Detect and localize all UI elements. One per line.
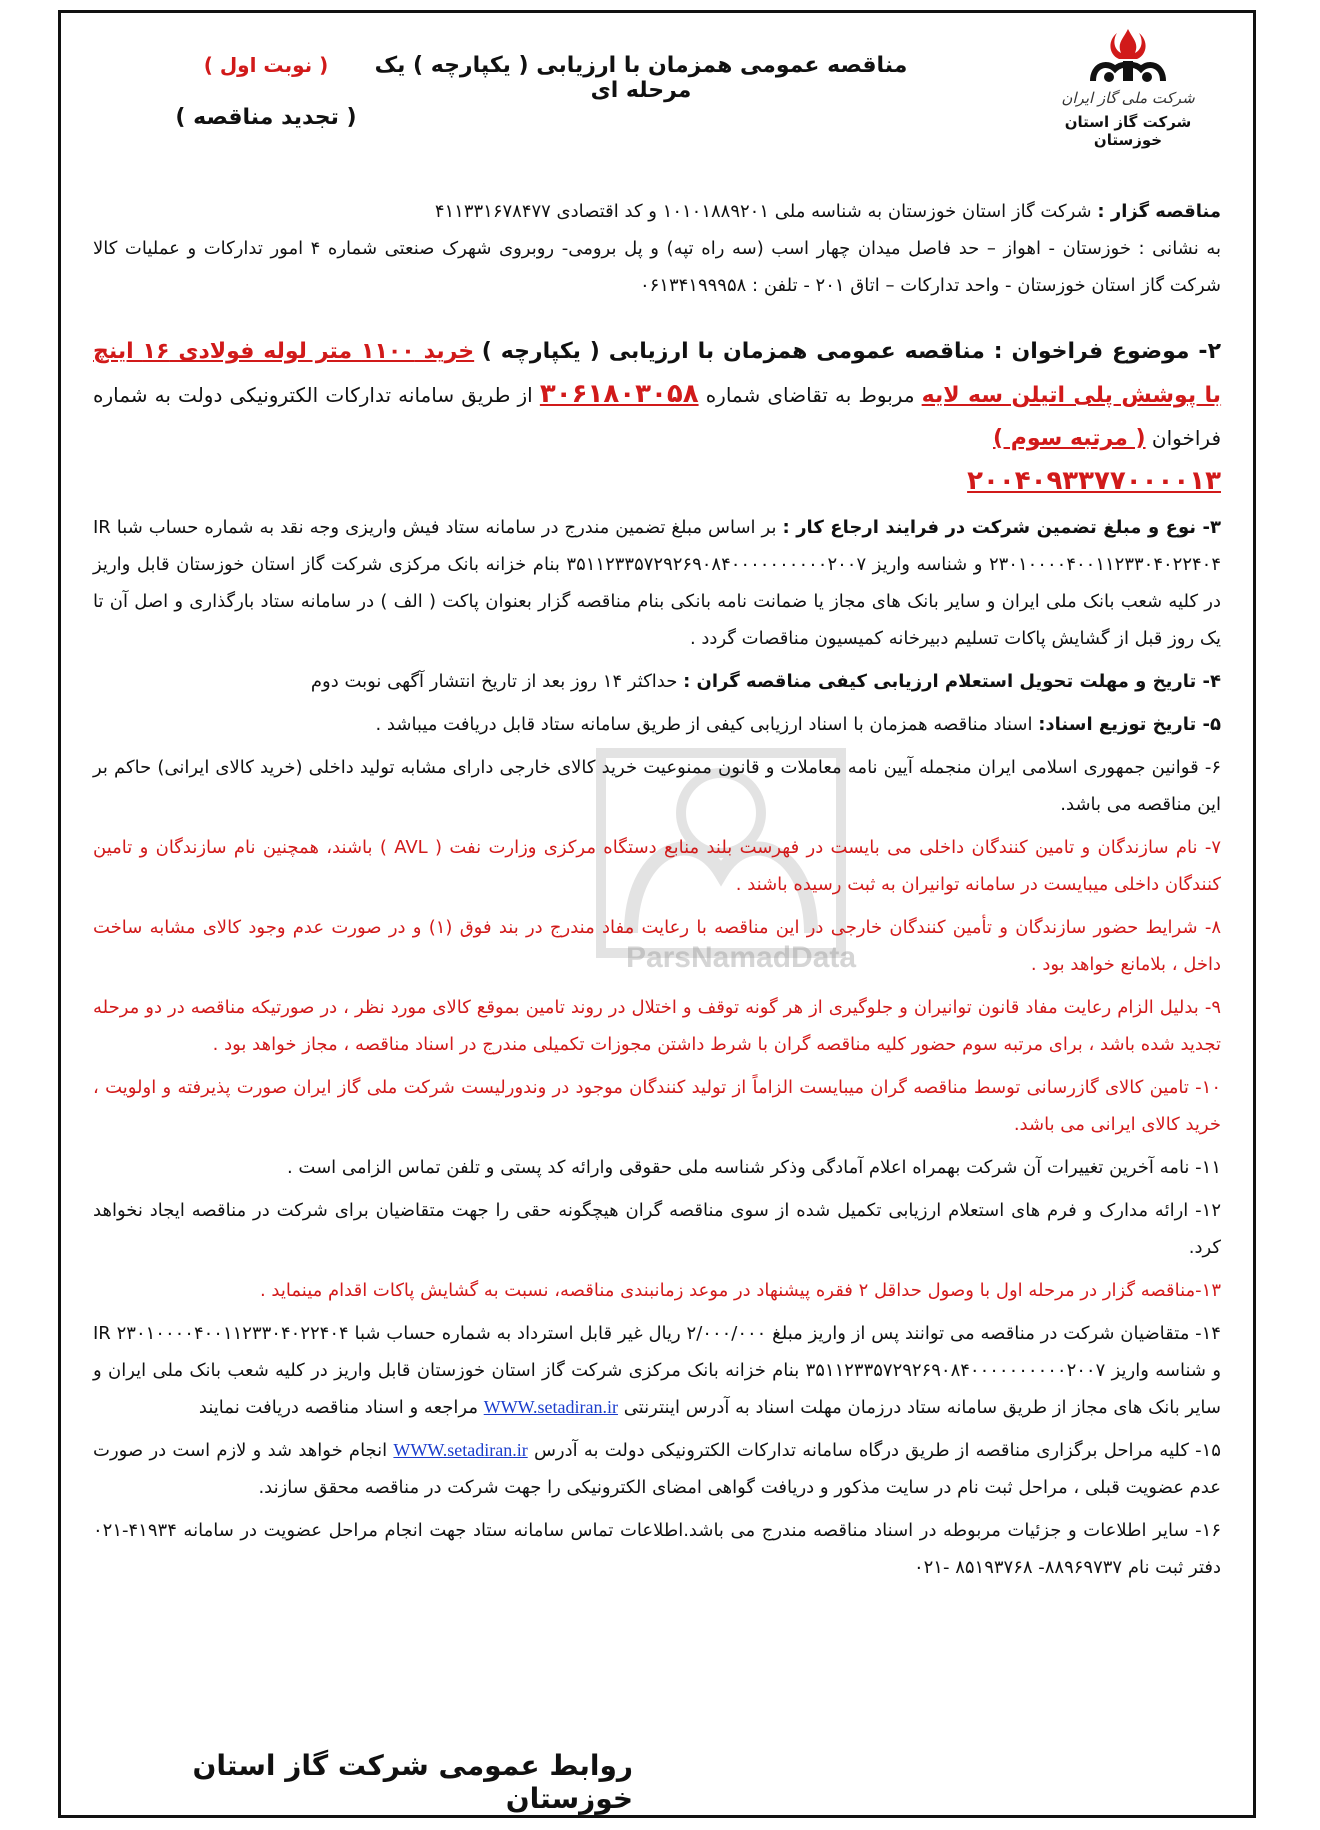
section-1-label: مناقصه گزار :: [1097, 201, 1221, 222]
section-12: ۱۲- ارائه مدارک و فرم های استعلام ارزیابی تکمیل شده از سوی مناقصه گران هیچگونه حقی را جهت متقاضیان برای شرکت در مناقصه ایجاد نخواهد کرد.: [93, 1200, 1221, 1258]
section-4-text: حداکثر ۱۴ روز بعد از تاریخ انتشار آگهی نوبت دوم: [310, 671, 678, 692]
section-7: ۷- نام سازندگان و تامین کنندگان داخلی می بایست در فهرست بلند منابع دستگاه مرکزی وزارت نفت ( AVL ) باشند، همچنین نام سازندگان و تامین کنندگان داخلی میبایست در سامانه توانیران به ثبت رسیده باشند .: [93, 837, 1221, 895]
setadiran-link-2[interactable]: WWW.setadiran.ir: [393, 1440, 528, 1460]
section-5-label: ۵- تاریخ توزیع اسناد:: [1038, 714, 1221, 735]
company-name: شرکت گاز استان خوزستان: [1064, 113, 1192, 149]
section-16: ۱۶- سایر اطلاعات و جزئیات مربوطه در اسناد مناقصه مندرج می باشد.اطلاعات تماس سامانه ستاد جهت انجام مراحل عضویت در سامانه ۴۱۹۳۴-۰۲۱ دفتر ثبت نام ۸۸۹۶۹۷۳۷- ۸۵۱۹۳۷۶۸ -۰۲۱: [93, 1520, 1221, 1578]
document-body: [93, 193, 1221, 1592]
section-15: [93, 1432, 1221, 1506]
section-3-label: ۳- نوع و مبلغ تضمین شرکت در فرایند ارجاع کار :: [782, 517, 1221, 538]
section-14-text: ۱۴- متقاضیان شرکت در مناقصه می توانند پس از واریز مبلغ ۲/۰۰۰/۰۰۰ ریال غیر قابل استرداد به شماره حساب شبا IR ۲۳۰۱۰۰۰۰۴۰۰۱۱۲۳۳۰۴۰۲۲۴۰۴ و شناسه واریز ۳۵۱۱۲۳۳۵۷۲۹۲۶۹۰۸۴۰۰۰۰۰۰۰۰۰۰۲۰۰۷ بنام خزانه بانک مرکزی شرکت گاز استان خوزستان قابل واریز در کلیه شعب بانک ملی ایران و سایر بانک های مجاز از طریق سامانه ستاد درزمان مهلت اسناد به آدرس اینترنتی: [93, 1323, 1222, 1418]
header: [61, 13, 1253, 173]
section-15-text-a: ۱۵- کلیه مراحل برگزاری مناقصه از طریق درگاه سامانه تدارکات الکترونیکی دولت به آدرس: [533, 1440, 1221, 1461]
request-number: ۳۰۶۱۸۰۳۰۵۸: [539, 379, 699, 409]
renewal-label: ( تجدید مناقصه ): [175, 105, 357, 130]
section-5: [93, 706, 1221, 743]
gas-flame-logo-icon: [1073, 25, 1183, 87]
section-3: [93, 509, 1221, 657]
section-6: ۶- قوانین جمهوری اسلامی ایران منجمله آیین نامه معاملات و قانون ممنوعیت خرید کالای خارجی دارای مشابه تولید داخلی (خرید کالای ایرانی) حاکم بر این مناقصه می باشد.: [93, 757, 1221, 815]
section-10: ۱۰- تامین کالای گازرسانی توسط مناقصه گران میبایست الزاماً از تولید کنندگان موجود در وندورلیست شرکت ملی گاز ایران صورت پذیرفته و اولویت ، خرید کالای ایرانی می باشد.: [93, 1077, 1221, 1135]
section-4: [93, 663, 1221, 700]
section-8: ۸- شرایط حضور سازندگان و تأمین کنندگان خارجی در این مناقصه با رعایت مفاد مندرج در بند فوق (۱) و در صورت عدم وجود کالای مشابه ساخت داخل ، بلامانع خواهد بود .: [93, 917, 1221, 975]
section-1-address: به نشانی : خوزستان - اهواز – حد فاصل میدان چهار اسب (سه راه تپه) و پل برومی- روبروی شهرک صنعتی شماره ۴ امور تدارکات و عملیات کالا شرکت گاز استان خوزستان - واحد تدارکات – اتاق ۲۰۱ - تلفن : ۰۶۱۳۴۱۹۹۹۵۸: [93, 238, 1221, 296]
watermark-text: ParsNamadData: [625, 941, 857, 974]
section-3-text: بر اساس مبلغ تضمین مندرج در سامانه ستاد فیش واریزی وجه نقد به شماره حساب شبا IR ۲۳۰۱۰۰۰۰۴۰۰۱۱۲۳۳۰۴۰۲۲۴۰۴ و شناسه واریز ۳۵۱۱۲۳۳۵۷۲۹۲۶۹۰۸۴۰۰۰۰۰۰۰۰۰۰۲۰۰۷ بنام خزانه بانک مرکزی شرکت گاز استان خوزستان قابل واریز در کلیه شعب بانک ملی ایران و سایر بانک های مجاز یا ضمانت نامه بانکی بنام مناقصه گزار بعنوان پاکت ( الف ) در سامانه ستاد بارگذاری و اصل آن تا یک روز قبل از گشایش پاکات تسلیم دبیرخانه کمیسیون مناقصات گردد .: [93, 517, 1221, 649]
company-script-text: شرکت ملی گاز ایران: [1061, 89, 1195, 107]
section-5-text: اسناد مناقصه همزمان با اسناد ارزیابی کیفی از طریق سامانه ستاد قابل دریافت میباشد .: [375, 714, 1033, 735]
rank-label: ( مرتبه سوم ): [993, 426, 1146, 451]
section-13: ۱۳-مناقصه گزار در مرحله اول با وصول حداقل ۲ فقره پیشنهاد در موعد زمانبندی مناقصه، نسبت به گشایش پاکات اقدام مینماید .: [259, 1280, 1221, 1301]
section-11: ۱۱- نامه آخرین تغییرات آن شرکت بهمراه اعلام آمادگی وذکر شناسه ملی حقوقی وارائه کد پستی و تلفن تماس الزامی است .: [286, 1157, 1221, 1178]
section-14-tail: مراجعه و اسناد مناقصه دریافت نمایند: [198, 1397, 478, 1418]
document-frame: [58, 10, 1256, 1818]
section-2: [93, 330, 1221, 503]
section-4-label: ۴- تاریخ و مهلت تحویل استعلام ارزیابی کیفی مناقصه گران :: [683, 671, 1221, 692]
section-2-label: ۲- موضوع فراخوان : مناقصه عمومی همزمان با ارزیابی ( یکپارچه ): [481, 339, 1221, 364]
section-2-subject: خرید ۱۱۰۰ متر لوله فولادی ۱۶ اینچ با پوشش پلی اتیلن سه لایه: [93, 339, 1222, 408]
section-2-text-b: از طریق سامانه تدارکات الکترونیکی دولت به شماره فراخوان: [93, 383, 1221, 450]
company-logo: [1033, 25, 1223, 149]
page-title: مناقصه عمومی همزمان با ارزیابی ( یکپارچه ) یک مرحله ای: [374, 53, 908, 103]
section-1-text: شرکت گاز استان خوزستان به شناسه ملی ۱۰۱۰۱۸۸۹۲۰۱ و کد اقتصادی ۴۱۱۳۳۱۶۷۸۴۷۷: [434, 201, 1092, 222]
setadiran-link[interactable]: WWW.setadiran.ir: [483, 1397, 618, 1417]
section-14: [93, 1315, 1221, 1426]
section-15-text-b: انجام خواهد شد و لازم است در صورت عدم عضویت قبلی ، مراحل ثبت نام در سایت مذکور و دریافت گواهی امضای الکترونیکی را جهت شرکت در مناقصه محقق سازند.: [93, 1440, 1221, 1498]
footer-signature: روابط عمومی شرکت گاز استان خوزستان: [192, 1749, 633, 1815]
section-2-text-a: مربوط به تقاضای شماره: [705, 383, 915, 407]
round-label: ( نوبت اول ): [203, 53, 329, 77]
section-9: ۹- بدلیل الزام رعایت مفاد قانون توانیران و جلوگیری از هر گونه توقف و اختلال در روند تامین بموقع کالای مورد نظر ، در صورتیکه مناقصه در دو مرحله تجدید شده باشد ، برای مرتبه سوم حضور کلیه مناقصه گران با شرط داشتن مجوزات تکمیلی مندرج در اسناد مناقصه ، مجاز خواهد بود .: [93, 997, 1221, 1055]
section-1: [93, 193, 1221, 304]
call-number: ۲۰۰۴۰۹۳۳۷۷۰۰۰۰۱۳: [967, 466, 1221, 496]
